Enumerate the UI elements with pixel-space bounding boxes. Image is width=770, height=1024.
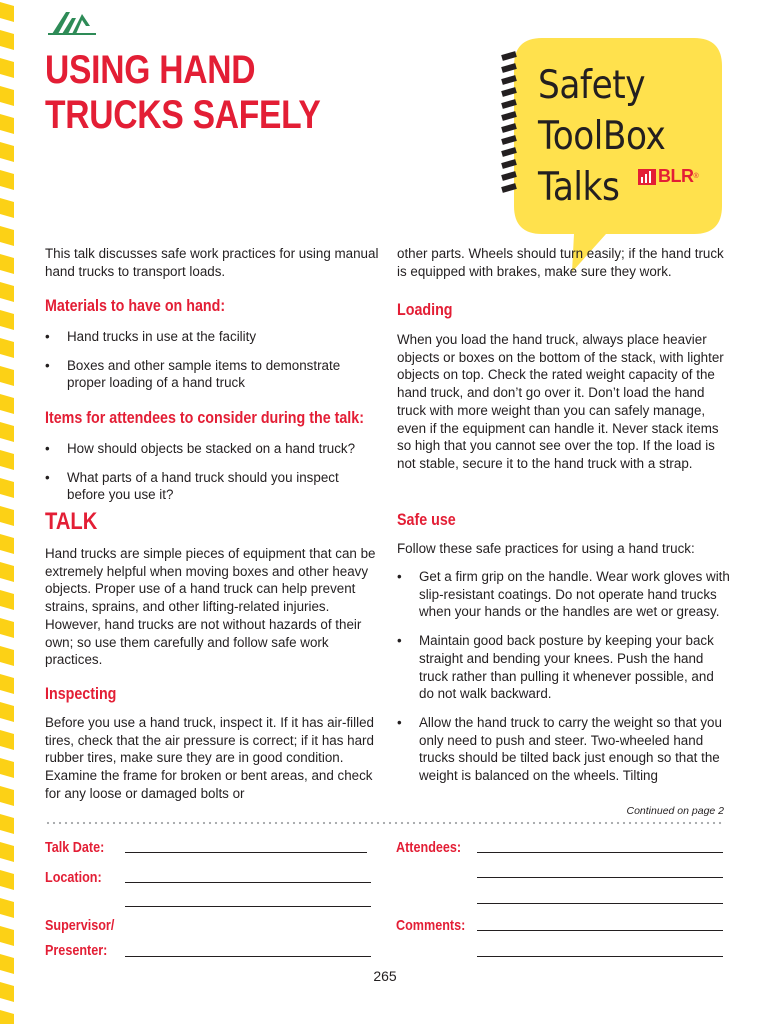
- loading-text: When you load the hand truck, always place heavier objects or boxes on the bottom of the stack, with lighter objects on top. Check the rated weight capacity of the hand truck, and don’t go over it. Don’t load the hand truck with more weight than you can safely manage, even if the equipment can handle it. Never stack items so high that you cannot see over the top. If the load is not stable, secure it to the hand truck with a strap.: [397, 332, 724, 471]
- attendees-label: Attendees:: [396, 839, 462, 856]
- badge-text: [538, 60, 665, 213]
- supervisor-label: Supervisor/: [45, 917, 115, 934]
- badge-line-talks: Talks: [538, 165, 620, 210]
- title-line-2: TRUCKS SAFELY: [45, 93, 321, 137]
- blr-bars-icon: [638, 169, 656, 185]
- attendees-field-line-3[interactable]: [477, 903, 723, 904]
- inspecting-text-continued: other parts. Wheels should turn easily; if the hand truck is equipped with brakes, make sure they work.: [397, 246, 724, 279]
- attendees-field-line-2[interactable]: [477, 877, 723, 878]
- blr-wordmark: BLR: [658, 166, 694, 186]
- location-label: Location:: [45, 869, 102, 886]
- list-item: • Hand trucks in use at the facility: [45, 328, 380, 346]
- safe-use-intro: Follow these safe practices for using a hand truck:: [397, 541, 695, 556]
- presenter-field[interactable]: [125, 956, 371, 957]
- intro-text: This talk discusses safe work practices for using manual hand trucks to transport loads.: [45, 246, 379, 279]
- list-item: • Maintain good back posture by keeping your back straight and bending your knees. Push the hand truck rather than pulling it whenever possible, and do not walk backward.: [397, 632, 732, 703]
- location-field-line-2[interactable]: [125, 906, 371, 907]
- presenter-label: Presenter:: [45, 942, 108, 959]
- location-field[interactable]: [125, 882, 371, 883]
- continued-note: Continued on page 2: [626, 805, 724, 817]
- loading-heading: Loading: [397, 300, 453, 319]
- dotted-divider: [45, 821, 725, 825]
- comments-label: Comments:: [396, 917, 466, 934]
- comments-field-line-2[interactable]: [477, 956, 723, 957]
- talk-date-field[interactable]: [125, 852, 367, 853]
- talk-date-label: Talk Date:: [45, 839, 105, 856]
- badge-line-toolbox: ToolBox: [538, 114, 666, 159]
- title-line-1: USING HAND: [45, 48, 256, 92]
- list-item: • Boxes and other sample items to demonstrate proper loading of a hand truck: [45, 357, 380, 392]
- list-item: • Allow the hand truck to carry the weight so that you only need to push and steer. Two-wheeled hand trucks should be tilted back just enough so that the weight is balanced on the wheels. Tilting: [397, 714, 732, 785]
- list-item: • What parts of a hand truck should you inspect before you use it?: [45, 469, 380, 504]
- decorative-side-stripe: [0, 0, 20, 1024]
- consider-list: [45, 440, 380, 504]
- list-item: • Get a firm grip on the handle. Wear work gloves with slip-resistant coatings. Do not operate hand trucks when your hands or the handles are wet or greasy.: [397, 568, 732, 621]
- inspecting-text: Before you use a hand truck, inspect it. If it has air-filled tires, check that the air pressure is correct; if it has hard rubber tires, make sure they are in good condition. Examine the frame for broken or bent areas, and check for any loose or damaged bolts or: [45, 715, 374, 801]
- badge-line-safety: Safety: [538, 63, 646, 108]
- page-number: 265: [373, 968, 397, 984]
- blr-logo: BLR ®: [638, 166, 699, 187]
- materials-heading: Materials to have on hand:: [45, 296, 226, 315]
- safe-use-list: [397, 568, 732, 785]
- talk-text: Hand trucks are simple pieces of equipment that can be extremely helpful when moving boxes and other heavy objects. Proper use of a hand truck can help prevent strains, sprains, and other lifting-related injuries. However, hand trucks are not without hazards of their own; so use them carefully and follow safe work practices.: [45, 546, 376, 668]
- attendees-field[interactable]: [477, 852, 723, 853]
- publisher-logo-icon: [46, 8, 98, 38]
- page-title: [45, 48, 321, 138]
- safe-use-heading: Safe use: [397, 510, 456, 529]
- materials-list: [45, 328, 380, 392]
- list-item: • How should objects be stacked on a hand truck?: [45, 440, 380, 458]
- comments-field[interactable]: [477, 930, 723, 931]
- talk-heading: TALK: [45, 508, 98, 535]
- inspecting-heading: Inspecting: [45, 684, 117, 703]
- consider-heading: Items for attendees to consider during the talk:: [45, 408, 364, 427]
